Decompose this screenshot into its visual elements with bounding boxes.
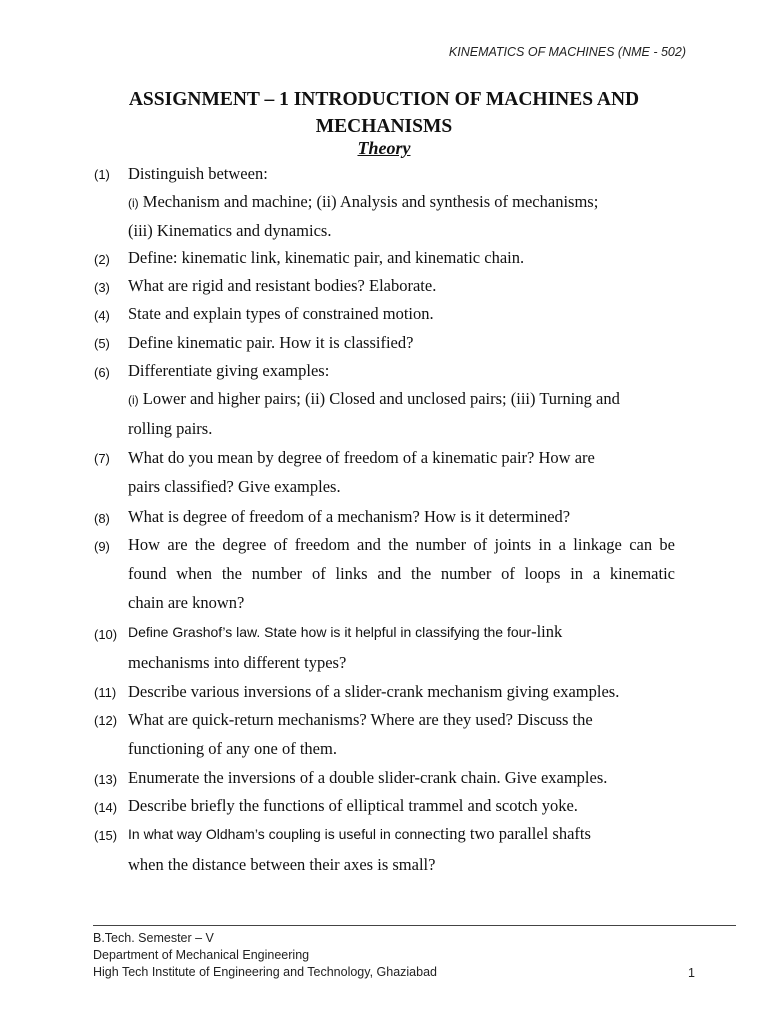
question-text: found when the number of links and the number of loops in a kinematic bbox=[128, 564, 675, 583]
question-text: What are rigid and resistant bodies? Elaborate. bbox=[128, 276, 437, 295]
question-number: (7) bbox=[94, 451, 110, 466]
question-text: Define: kinematic link, kinematic pair, and kinematic chain. bbox=[128, 248, 525, 267]
question-number: (2) bbox=[94, 252, 110, 267]
question-text: Define kinematic pair. How it is classified? bbox=[128, 333, 414, 352]
assignment-title: ASSIGNMENT – 1 INTRODUCTION OF MACHINES AND MECHANISMS bbox=[128, 89, 640, 137]
question-subline bbox=[128, 389, 620, 409]
question-text: chain are known? bbox=[128, 593, 245, 612]
question-text: Differentiate giving examples: bbox=[128, 361, 330, 380]
question-number: (8) bbox=[94, 511, 110, 526]
question-text: pairs classified? Give examples. bbox=[128, 477, 341, 496]
question-number: (1) bbox=[94, 167, 110, 182]
question-subline: (iii) Kinematics and dynamics. bbox=[128, 221, 332, 240]
sub-label: (i) bbox=[128, 196, 139, 210]
question-text: Describe briefly the functions of elliptical trammel and scotch yoke. bbox=[128, 796, 578, 815]
question-text: mechanisms into different types? bbox=[128, 653, 347, 672]
question-text-part: -link bbox=[531, 622, 563, 641]
question-text-part: cting two parallel shafts bbox=[432, 824, 591, 843]
sub-text: Mechanism and machine; (ii) Analysis and synthesis of mechanisms; bbox=[138, 192, 599, 211]
page-number: 1 bbox=[688, 966, 695, 980]
question-text: How are the degree of freedom and the number of joints in a linkage can be bbox=[128, 535, 675, 554]
question-number: (11) bbox=[94, 685, 117, 700]
question-text bbox=[128, 824, 591, 844]
section-heading: Theory bbox=[357, 138, 411, 158]
question-text-part: In what way Oldham’s coupling is useful in conne bbox=[128, 826, 433, 842]
question-number: (15) bbox=[94, 828, 118, 843]
question-text: functioning of any one of them. bbox=[128, 739, 337, 758]
question-number: (6) bbox=[94, 365, 110, 380]
question-text: What is degree of freedom of a mechanism? How is it determined? bbox=[128, 507, 571, 526]
question-text: State and explain types of constrained motion. bbox=[128, 304, 434, 323]
question-number: (9) bbox=[94, 539, 110, 554]
running-head: KINEMATICS OF MACHINES (NME - 502) bbox=[448, 45, 686, 59]
sub-label: (i) bbox=[128, 393, 139, 407]
question-number: (12) bbox=[94, 713, 118, 728]
question-text: Describe various inversions of a slider-crank mechanism giving examples. bbox=[128, 682, 620, 701]
question-text: when the distance between their axes is small? bbox=[128, 855, 436, 874]
question-number: (10) bbox=[94, 627, 118, 642]
question-number: (4) bbox=[94, 308, 110, 323]
footer-department: Department of Mechanical Engineering bbox=[93, 948, 310, 962]
question-number: (3) bbox=[94, 280, 110, 295]
question-number: (5) bbox=[94, 336, 110, 351]
footer-divider bbox=[93, 925, 736, 926]
footer-institute: High Tech Institute of Engineering and Technology, Ghaziabad bbox=[93, 965, 437, 979]
footer-semester: B.Tech. Semester – V bbox=[93, 931, 214, 945]
question-number: (13) bbox=[94, 772, 118, 787]
question-text: Distinguish between: bbox=[128, 164, 268, 183]
question-number: (14) bbox=[94, 800, 118, 815]
question-text bbox=[128, 622, 562, 642]
question-subline bbox=[128, 192, 598, 212]
question-text-part: Define Grashof’s law. State how is it helpful in classifying the four bbox=[128, 624, 532, 640]
question-subline: rolling pairs. bbox=[128, 419, 213, 438]
question-text: Enumerate the inversions of a double slider-crank chain. Give examples. bbox=[128, 768, 608, 787]
question-text: What do you mean by degree of freedom of a kinematic pair? How are bbox=[128, 448, 595, 467]
sub-text: Lower and higher pairs; (ii) Closed and unclosed pairs; (iii) Turning and bbox=[138, 389, 620, 408]
question-text: What are quick-return mechanisms? Where are they used? Discuss the bbox=[128, 710, 593, 729]
